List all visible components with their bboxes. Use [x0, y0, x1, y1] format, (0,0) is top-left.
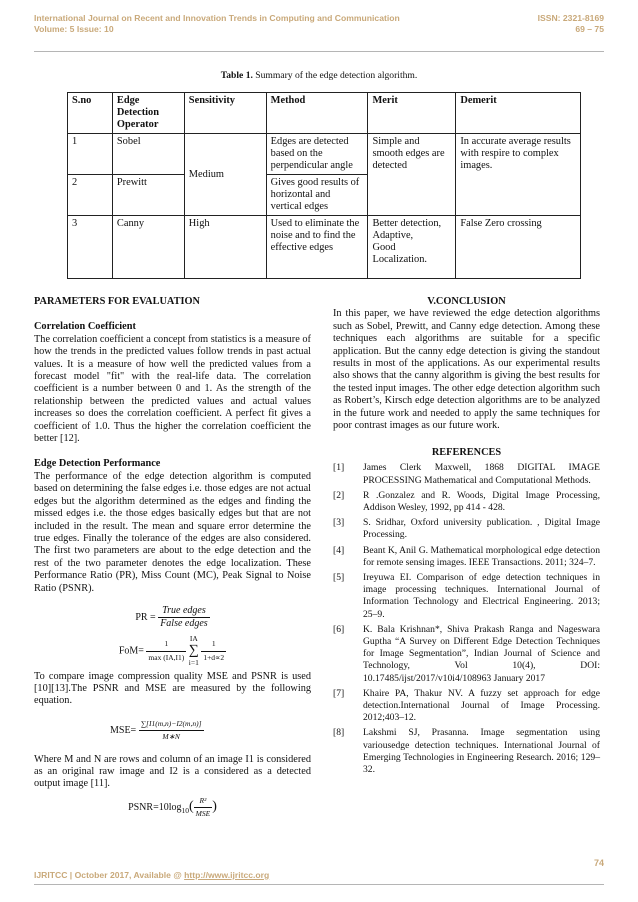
psnr-label: PSNR=10log — [128, 802, 182, 814]
cell-demerit: In accurate average results with respire to complex images. — [456, 134, 581, 216]
psnr-subscript: 10 — [181, 806, 189, 816]
running-header — [34, 13, 604, 49]
footer-text: IJRITCC | October 2017, Available @ — [34, 870, 185, 880]
fom-a-denominator: max (IA,I1) — [148, 652, 185, 662]
left-column — [34, 296, 311, 821]
subheading-correlation: Correlation Coefficient — [34, 321, 136, 333]
fom-sum-lower: i=1 — [188, 658, 199, 668]
cell-method: Used to eliminate the noise and to find the effective edges — [266, 216, 368, 279]
page-range: 69 – 75 — [575, 24, 604, 34]
reference-number: [2] — [333, 489, 345, 501]
merit-line: Better detection, — [372, 218, 442, 229]
equation-fom — [34, 633, 311, 670]
fom-sum-upper: IA — [189, 633, 198, 643]
table-caption-text: Summary of the edge detection algorithm. — [252, 70, 418, 81]
reference-number: [3] — [333, 517, 345, 529]
fom-label: FoM= — [118, 645, 144, 657]
mse-numerator: ∑[I1(m,n)−I2(m,n)] — [139, 718, 204, 731]
paragraph-correlation: The correlation coefficient a concept from statistics is a measure of how the trends in the predicted values follow trends in past actual values. It is a measure of how well the predicted values from a forecast model "fit" with the real-life data. The correlation coefficient is a number between 0 and 1. As the strength of the relationship between the predicted values and actual values increases so does the correlation coefficient. A perfect fit gives a coefficient of 1.0. Thus the higher the correlation coefficient the better [12]. — [34, 333, 311, 445]
reference-number: [1] — [333, 462, 345, 474]
fom-sum — [189, 633, 199, 670]
cell-sensitivity: High — [184, 216, 266, 279]
header-operator: Edge Detection Operator — [112, 93, 184, 134]
cell-method: Gives good results of horizontal and vertical edges — [266, 175, 368, 216]
mse-label: MSE= — [110, 724, 137, 736]
reference-number: [8] — [333, 727, 345, 739]
merit-line: Localization. — [372, 254, 427, 265]
references-section — [333, 447, 600, 779]
reference-text: K. Bala Krishnan*, Shiva Prakash Ranga and Nageswara Guptha “A Survey on Different Edge Detection Techniques for Image Segmentation”, Indian Journal of Science and Technology, Vol 10(4), DOI: 10.17485/ijst/2017/v10i4/108963 January 2017 — [363, 623, 600, 684]
equation-pr — [34, 605, 311, 631]
subheading-edge-performance: Edge Detection Performance — [34, 458, 161, 470]
table-caption-label: Table 1. — [220, 70, 253, 81]
merit-line: Good — [372, 242, 396, 253]
section-heading: PARAMETERS FOR EVALUATION — [34, 296, 200, 307]
reference-item — [333, 462, 600, 486]
reference-item — [333, 688, 600, 725]
page-number: 74 — [593, 858, 604, 868]
header-sno: S.no — [68, 93, 113, 134]
header-merit: Merit — [368, 93, 456, 134]
journal-title: International Journal on Recent and Innovation Trends in Computing and Communication — [34, 13, 400, 23]
reference-number: [4] — [333, 544, 345, 556]
equation-psnr: $PSNR=10\log_{10}$( $\frac{\text{R²}}{\text{MSE}}$ ) — [34, 795, 311, 821]
fom-sum-symbol: ∑ — [188, 643, 199, 659]
table-header-row — [68, 93, 581, 134]
cell-merit — [368, 216, 456, 279]
cell-method: Edges are detected based on the perpendicular angle — [266, 134, 368, 175]
footer-link[interactable]: http://www.ijritcc.org — [184, 870, 270, 880]
reference-item — [333, 545, 600, 569]
reference-item — [333, 727, 600, 776]
header-sensitivity: Sensitivity — [184, 93, 266, 134]
reference-text: Ireyuwa EI. Comparison of edge detection techniques in image processing techniques. International Journal of Information Technology and Electrical Engineering. 2013; 25–9. — [363, 572, 600, 620]
fom-a-numerator: 1 — [146, 638, 186, 651]
cell-operator: Canny — [112, 216, 184, 279]
volume-issue: Volume: 5 Issue: 10 — [34, 24, 114, 34]
fom-b-numerator: 1 — [201, 638, 226, 651]
reference-item — [333, 490, 600, 514]
psnr-numerator: R² — [194, 795, 213, 808]
header-demerit: Demerit — [456, 93, 581, 134]
issn: ISSN: 2321-8169 — [537, 13, 604, 23]
header-divider — [34, 51, 604, 52]
table-row — [68, 216, 581, 279]
cell-operator: Prewitt — [112, 175, 184, 216]
reference-item — [333, 572, 600, 621]
cell-sno: 2 — [68, 175, 113, 216]
reference-number: [6] — [333, 623, 345, 635]
summary-table — [67, 92, 581, 279]
paragraph-conclusion: In this paper, we have reviewed the edge detection algorithms such as Sobel, Prewitt, and Canny edge detection. Among these techniques each algorithms are suitable for a specific application. But the canny edge detection is giving the standout results in most of the applications. As our experimental results also shows that the canny algorithm is giving the best results for the tested input images. The other edge detection algorithm such as Robert’s, Kirsch edge detection algorithms are to be analyzed in the future work and needed to apply the same techniques for poor contrast images as our future work. — [333, 308, 600, 432]
reference-text: Beant K, Anil G. Mathematical morphological edge detection for remote sensing images. IEEE Transactions. 2011; 324–7. — [363, 544, 600, 568]
cell-sensitivity: Medium — [184, 134, 266, 216]
reference-text: R .Gonzalez and R. Woods, Digital Image Processing, Addison Wesley, 1992, pp 414 - 428. — [363, 489, 600, 514]
conclusion-heading: V.CONCLUSION — [427, 296, 506, 307]
cell-sno: 3 — [68, 216, 113, 279]
pr-fraction — [158, 605, 210, 631]
header-method: Method — [266, 93, 368, 134]
cell-demerit: False Zero crossing — [456, 216, 581, 279]
mse-fraction — [139, 718, 204, 744]
footer-divider — [34, 884, 604, 885]
paragraph-where: Where M and N are rows and column of an image I1 is considered as an original raw image and I2 is a considered as a detected output image [11]. — [34, 753, 311, 790]
pr-denominator: False edges — [160, 618, 208, 630]
mse-denominator: M∗N — [162, 732, 180, 742]
reference-item — [333, 517, 600, 541]
references-heading: REFERENCES — [431, 447, 502, 458]
cell-sno: 1 — [68, 134, 113, 175]
equation-mse — [34, 718, 311, 744]
reference-number: [5] — [333, 572, 345, 584]
reference-text: James Clerk Maxwell, 1868 DIGITAL IMAGE PROCESSING Mathematical and Computational Methods. — [363, 462, 600, 486]
table-caption — [0, 70, 638, 81]
fom-b-denominator: 1+d∝2 — [203, 652, 225, 662]
right-column — [333, 296, 600, 432]
reference-text: Lakshmi SJ, Prasanna. Image segmentation using variousedge detection techniques. International Journal of Emerging Technologies in Engineering Research. 2016; 129–32. — [363, 727, 600, 776]
cell-merit: Simple and smooth edges are detected — [368, 134, 456, 216]
cell-operator: Sobel — [112, 134, 184, 175]
fom-fraction-a — [146, 638, 186, 664]
psnr-fraction — [194, 795, 213, 821]
merit-line: Adaptive, — [372, 230, 414, 241]
reference-text: Khaire PA, Thakur NV. A fuzzy set approach for edge detection.International Journal of Image Processing. 2012;403–12. — [363, 687, 600, 724]
pr-numerator: True edges — [158, 605, 210, 618]
pr-label: PR = — [135, 612, 156, 624]
reference-text: S. Sridhar, Oxford university publication. , Digital Image Processing. — [363, 517, 600, 541]
table-row — [68, 134, 581, 175]
paragraph-compare: To compare image compression quality MSE and PSNR is used [10][13].The PSNR and MSE are measured by the following equation. — [34, 670, 311, 707]
psnr-denominator: MSE — [195, 809, 211, 819]
reference-number: [7] — [333, 687, 345, 699]
footer — [34, 870, 269, 880]
paragraph-edge-performance: The performance of the edge detection algorithm is computed based on determining the false edges i.e. those edges are not actual edges but the algorithm determined as the edges and finding the missed edges i.e. the those edges basically edges but that are not included in the result. The mean and square error determine the true edges. Finally the tolerance of the edges are also considered. The first two parameters are about to the edge detection and the rest of the two parameter denotes the edge localization. These Performance Ratio (PR), Miss Count (MC), Peak Signal to Noise Ratio (PSNR). — [34, 470, 311, 594]
fom-fraction-b — [201, 638, 226, 664]
reference-item — [333, 624, 600, 685]
